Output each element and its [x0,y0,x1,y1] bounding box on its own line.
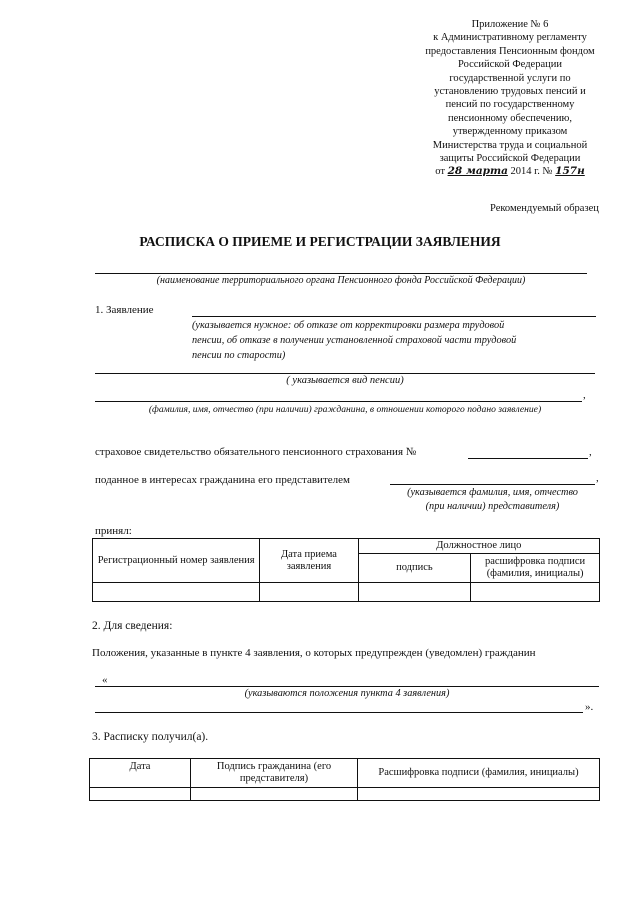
representative-line [390,484,595,485]
order-date-line: от 28 марта 2014 г. № 157н [435,165,585,178]
appendix-header [395,18,625,179]
signature-cell[interactable] [358,583,471,602]
col-signature-decode: Расшифровка подписи (фамилия, инициалы) [358,759,600,788]
handwritten-number: 157н [555,165,585,178]
header-line: к Административному регламенту [433,32,587,44]
date-cell[interactable] [90,788,191,801]
receipt-date-cell[interactable] [260,583,358,602]
col-date: Дата [90,759,191,788]
col-signature: подпись [358,554,471,583]
page-title: РАСПИСКА О ПРИЕМЕ И РЕГИСТРАЦИИ ЗАЯВЛЕНИЯ [139,234,501,249]
application-type-line [192,316,596,317]
table-row [90,788,600,801]
snils-label: страховое свидетельство обязательного пенсионного страхования № [95,446,417,458]
header-line: государственной услуги по [449,72,571,84]
registration-table [92,538,600,602]
section3-label: 3. Расписку получил(а). [92,731,209,743]
reg-number-cell[interactable] [93,583,260,602]
snils-line [468,458,588,459]
accepted-label: принял: [95,525,132,537]
pension-type-line [95,373,595,374]
citizen-fio-caption: (фамилия, имя, отчество (при наличии) гражданина, в отношении которого подано заявление) [148,404,542,415]
header-line: Российской Федерации [458,59,562,71]
header-line: пенсий по государственному [445,99,575,111]
header-line: Министерства труда и социальной [432,139,588,151]
recommended-sample: Рекомендуемый образец [490,203,599,214]
handwritten-date: 28 марта [447,165,508,178]
application-type-note: (указывается нужное: об отказе от корректировки размера трудовой пенсии, об отказе в получении установленной страховой части трудовой пенсии по старости) [192,320,517,361]
representative-caption: (указывается фамилия, имя, отчество (при наличии) представителя) [407,487,578,512]
header-line: защиты Российской Федерации [439,153,581,165]
col-signature-decode: расшифровка подписи (фамилия, инициалы) [471,554,600,583]
provisions-caption: (указываются положения пункта 4 заявления) [244,688,450,699]
citizen-fio-line [95,401,582,402]
header-line: предоставления Пенсионным фондом [425,45,595,57]
org-line [95,273,587,274]
col-receipt-date: Дата приема заявления [260,539,358,583]
col-reg-number: Регистрационный номер заявления [93,539,260,583]
table-row [93,583,600,602]
col-citizen-signature: Подпись гражданина (его представителя) [191,759,358,788]
section2-text: Положения, указанные в пункте 4 заявления, о которых предупрежден (уведомлен) гражданин [92,647,536,659]
org-caption: (наименование территориального органа Пенсионного фонда Российской Федерации) [156,275,526,286]
signature-decode-cell[interactable] [471,583,600,602]
provisions-line-2 [95,712,583,713]
pension-type-caption: ( указывается вид пенсии) [286,375,404,386]
col-official: Должностное лицо [358,539,599,554]
representative-label: поданное в интересах гражданина его представителем [95,474,350,486]
header-line: пенсионному обеспечению, [448,112,572,124]
section2-label: 2. Для сведения: [92,620,173,632]
provisions-line-1 [95,686,599,687]
receipt-table [89,758,600,801]
header-line: утвержденному приказом [452,126,568,138]
signature-decode-cell[interactable] [358,788,600,801]
section1-label: 1. Заявление [95,304,154,316]
header-line: Приложение № 6 [471,19,549,30]
citizen-signature-cell[interactable] [191,788,358,801]
header-line: установлению трудовых пенсий и [434,86,586,98]
